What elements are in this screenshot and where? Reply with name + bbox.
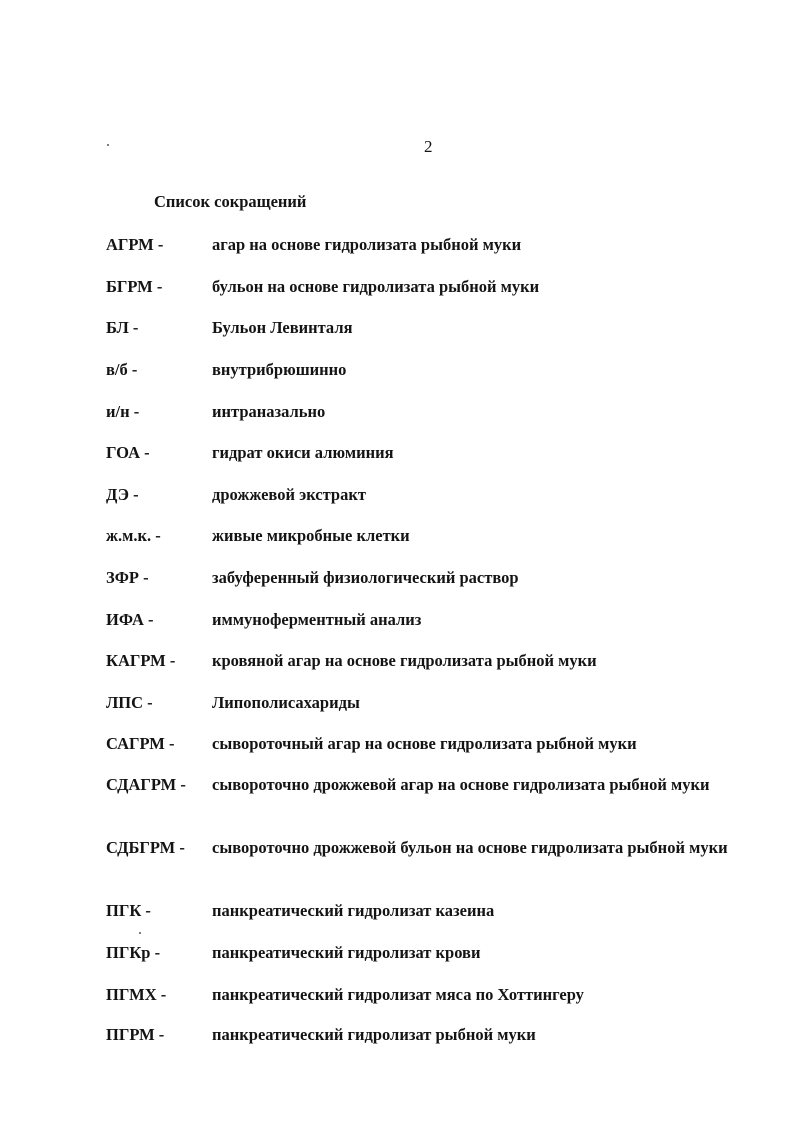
page-title: Список сокращений — [154, 192, 307, 211]
definition: дрожжевой экстракт — [212, 485, 366, 504]
page-number: 2 — [424, 137, 433, 156]
definition: панкреатический гидролизат крови — [212, 943, 481, 962]
abbreviation: ПГК - — [106, 901, 151, 920]
abbreviation: в/б - — [106, 360, 138, 379]
abbreviation: ПГМХ - — [106, 985, 167, 1004]
definition: агар на основе гидролизата рыбной муки — [212, 235, 522, 254]
definition: живые микробные клетки — [212, 526, 410, 545]
abbreviation: БГРМ - — [106, 277, 163, 296]
definition: гидрат окиси алюминия — [212, 443, 394, 462]
abbreviation: ЛПС - — [106, 693, 153, 712]
scan-speck — [139, 932, 141, 934]
definition: панкреатический гидролизат рыбной муки — [212, 1025, 536, 1044]
definition: панкреатический гидролизат казеина — [212, 901, 495, 920]
definition: сывороточно дрожжевой бульон на основе гидролизата рыбной муки — [212, 838, 728, 857]
definition: сывороточно дрожжевой агар на основе гидролизата рыбной муки — [212, 775, 710, 794]
abbreviation: ПГКр - — [106, 943, 161, 962]
definition: Липополисахариды — [212, 693, 360, 712]
abbreviation: ЗФР - — [106, 568, 149, 587]
abbreviation: ИФА - — [106, 610, 154, 629]
definition: панкреатический гидролизат мяса по Хоттингеру — [212, 985, 584, 1004]
abbreviation: КАГРМ - — [106, 651, 176, 670]
definition: бульон на основе гидролизата рыбной муки — [212, 277, 540, 296]
abbreviation: ДЭ - — [106, 485, 139, 504]
abbreviation: АГРМ - — [106, 235, 164, 254]
abbreviation: СДБГРМ - — [106, 838, 185, 857]
definition: внутрибрюшинно — [212, 360, 347, 379]
definition: Бульон Левинталя — [212, 318, 353, 337]
abbreviation: ГОА - — [106, 443, 150, 462]
definition: кровяной агар на основе гидролизата рыбной муки — [212, 651, 597, 670]
abbreviation: СДАГРМ - — [106, 775, 186, 794]
definition: интраназально — [212, 402, 326, 421]
abbreviation: ж.м.к. - — [106, 526, 161, 545]
definition: иммуноферментный анализ — [212, 610, 422, 629]
definition: сывороточный агар на основе гидролизата рыбной муки — [212, 734, 637, 753]
scan-speck — [107, 144, 109, 146]
abbreviation: БЛ - — [106, 318, 139, 337]
abbreviation: и/н - — [106, 402, 140, 421]
definition: забуференный физиологический раствор — [212, 568, 519, 587]
abbreviation: САГРМ - — [106, 734, 175, 753]
abbreviation: ПГРМ - — [106, 1025, 165, 1044]
